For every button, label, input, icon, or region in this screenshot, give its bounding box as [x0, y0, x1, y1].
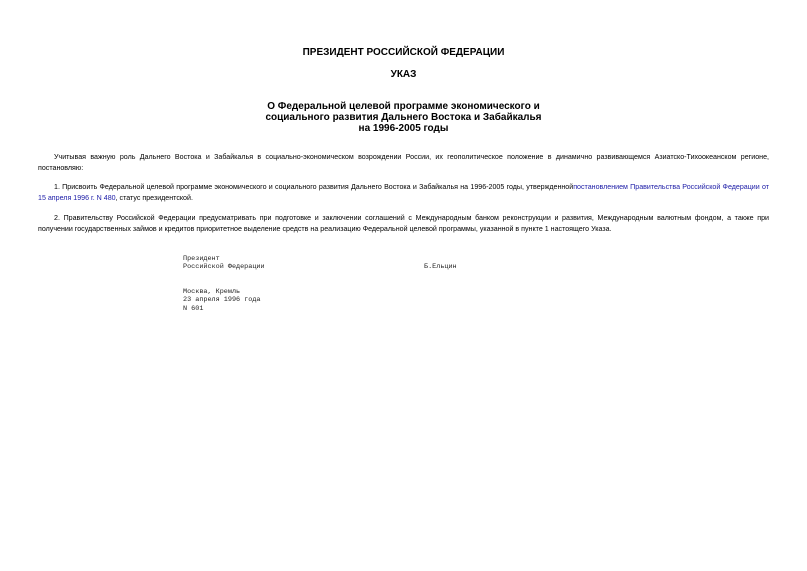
signatory-position [183, 255, 265, 272]
document-subject [0, 101, 807, 134]
issuing-authority: ПРЕЗИДЕНТ РОССИЙСКОЙ ФЕДЕРАЦИИ [302, 47, 505, 58]
document-type: УКАЗ [390, 69, 417, 80]
signing-date: 23 апреля 1996 года [183, 296, 261, 305]
item-1-tail: , статус президентской. [115, 194, 193, 202]
decree-reference-link[interactable]: постановлением Правительства Российской Федерации от 15 апреля 1996 г. N 480 [38, 183, 770, 202]
signing-details [183, 288, 261, 313]
subject-line: социального развития Дальнего Востока и Забайкалья [265, 112, 542, 123]
signatory-position-line: Российской Федерации [183, 263, 265, 272]
item-1-text: 1. Присвоить Федеральной целевой программе экономического и социального развития Дальнего Востока и Забайкалья на 1996-2005 годы, утвержденной [54, 183, 574, 191]
item-1-paragraph [38, 182, 769, 204]
subject-line: на 1996-2005 годы [358, 123, 449, 134]
subject-line: О Федеральной целевой программе экономического и [267, 101, 540, 112]
signatory-name: Б.Ельцин [424, 263, 457, 271]
preamble-paragraph: Учитывая важную роль Дальнего Востока и Забайкалья в социально-экономическом возрождении России, их геополитическое положение в динамично развивающемся Азиатско-Тихоокеанском регионе, постановляю: [38, 153, 769, 172]
signatory-position-line: Президент [183, 255, 220, 263]
decree-number: N 601 [183, 304, 204, 313]
signing-place: Москва, Кремль [183, 288, 241, 296]
item-2-paragraph: 2. Правительству Российской Федерации предусматривать при подготовке и заключении соглашений с Международным банком реконструкции и развития, Международным валютным фондом, а также при получении государственных займов и кредитов приоритетное выделение средств на реализацию Федеральной целевой программы, указанной в пункте 1 настоящего Указа. [38, 214, 769, 233]
